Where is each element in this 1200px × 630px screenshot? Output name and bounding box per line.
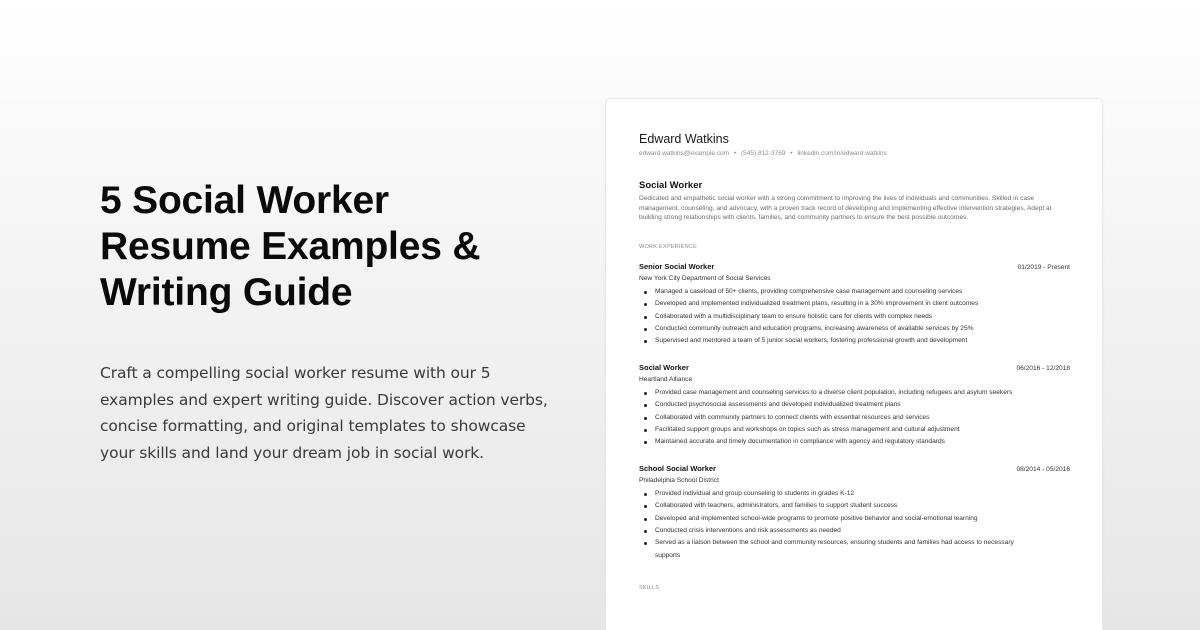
job-bullet: Conducted crisis interventions and risk assessments as needed (639, 525, 1039, 537)
job-bullets (639, 286, 1069, 348)
job-title: Social Worker (639, 362, 689, 372)
resume-title: Social Worker (639, 180, 703, 191)
resume-phone: (545) 812-3769 (740, 150, 786, 157)
job-header (639, 262, 1070, 273)
headline-line: Resume Examples & (100, 225, 481, 268)
job-bullet: Managed a caseload of 50+ clients, providing comprehensive case management and counseling services (639, 286, 1039, 298)
job-title: School Social Worker (639, 463, 716, 473)
page-headline (100, 178, 550, 316)
job-bullet: Facilitated support groups and workshops on topics such as stress management and cultural adjustment (639, 424, 1039, 436)
job-dates: 06/2016 - 12/2018 (1016, 364, 1070, 372)
job-bullets (639, 387, 1069, 449)
job-bullet: Provided individual and group counseling to students in grades K-12 (639, 488, 1039, 500)
job-dates: 01/2019 - Present (1017, 263, 1070, 271)
job-entry (639, 464, 1069, 562)
resume-email: edward.watkins@example.com (639, 150, 730, 157)
contact-separator: • (733, 150, 737, 157)
job-dates: 08/2014 - 05/2016 (1016, 465, 1070, 473)
page-description: Craft a compelling social worker resume with our 5 examples and expert writing guide. Discover action verbs, concise formatting, and original templates to showcase your skills and land your dream job in social work. (100, 364, 548, 462)
job-bullet: Conducted community outreach and education programs, increasing awareness of available services by 25% (639, 323, 1039, 335)
job-entry (639, 262, 1069, 348)
headline-line: Writing Guide (100, 271, 353, 314)
job-bullet: Provided case management and counseling services to a diverse client population, including refugees and asylum seekers (639, 387, 1039, 399)
headline-line: 5 Social Worker (100, 179, 389, 222)
job-company: Heartland Alliance (639, 375, 693, 383)
job-bullet: Conducted psychosocial assessments and developed individualized treatment plans (639, 399, 1039, 411)
job-title: Senior Social Worker (639, 261, 715, 271)
job-bullet: Collaborated with teachers, administrators, and families to support student success (639, 500, 1039, 512)
resume-preview-card (605, 98, 1103, 630)
job-header (639, 363, 1070, 374)
work-experience-heading: WORK EXPERIENCE (639, 243, 698, 250)
job-company: Philadelphia School District (639, 476, 719, 484)
job-bullet: Developed and implemented school-wide programs to promote positive behavior and social-emotional learning (639, 513, 1039, 525)
contact-separator: • (790, 150, 793, 157)
job-bullet: Collaborated with community partners to connect clients with essential resources and services (639, 412, 1039, 424)
job-bullet: Maintained accurate and timely documentation in compliance with agency and regulatory standards (639, 436, 1039, 448)
job-header (639, 464, 1070, 475)
job-bullet: Served as a liaison between the school and community resources, ensuring students and families had access to necessary supports (639, 537, 1039, 562)
job-bullet: Collaborated with a multidisciplinary team to ensure holistic care for clients with complex needs (639, 311, 1039, 323)
job-bullet: Supervised and mentored a team of 5 junior social workers, fostering professional growth and development (639, 335, 1039, 347)
job-entry (639, 363, 1069, 449)
job-bullet: Developed and implemented individualized treatment plans, resulting in a 30% improvement in client outcomes (639, 298, 1039, 310)
resume-name: Edward Watkins (639, 132, 729, 146)
resume-summary: Dedicated and empathetic social worker with a strong commitment to improving the lives of individuals and communities. Skilled in case management, counseling, and advocacy, with a proven track record of developing and implementing effective intervention strategies. Adept at building strong relationships with clients, families, and community partners to ensure the best possible outcomes. (639, 195, 1052, 222)
resume-linkedin: linkedin.com/in/edward.watkins (797, 150, 887, 157)
resume-contact-line (639, 149, 1069, 158)
job-bullets (639, 488, 1069, 562)
skills-heading: SKILLS (639, 585, 660, 592)
job-company: New York City Department of Social Services (639, 274, 771, 282)
hero-section (100, 178, 550, 466)
